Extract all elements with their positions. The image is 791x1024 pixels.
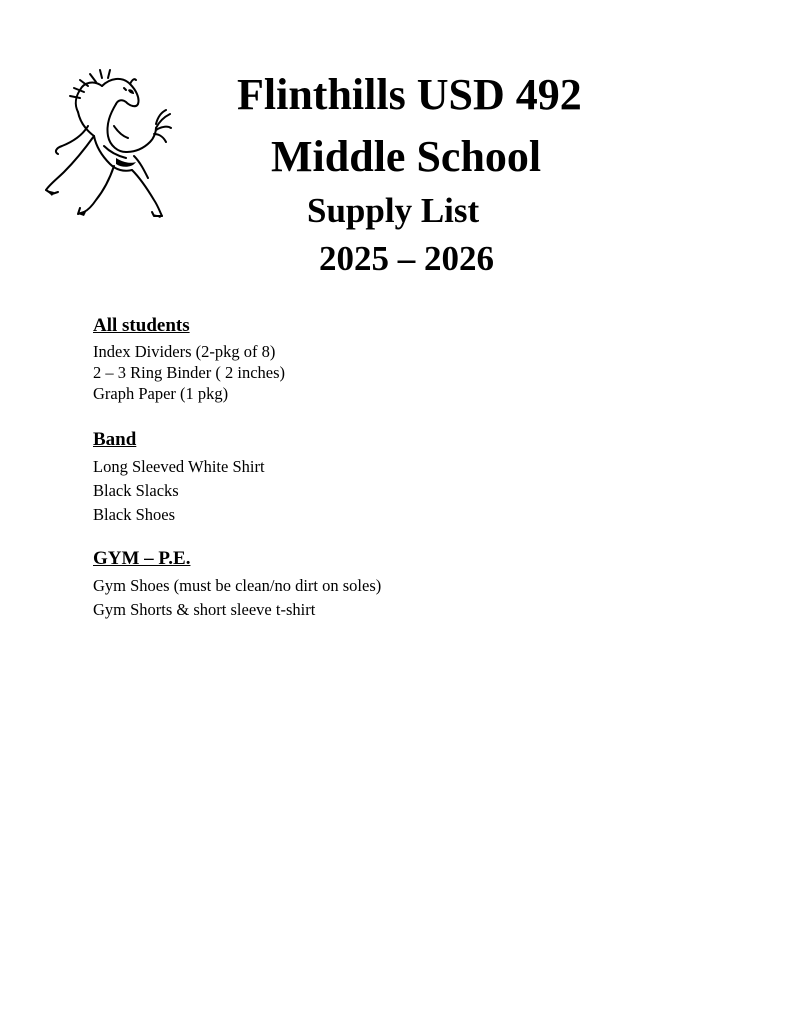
section-heading: All students [93,315,190,336]
section-gym-pe [93,548,381,622]
list-item: Black Shoes [93,505,176,524]
list-item: Black Slacks [93,481,179,500]
section-heading: Band [93,429,137,450]
list-item: Long Sleeved White Shirt [93,457,265,476]
list-item: Gym Shoes (must be clean/no dirt on soles) [93,576,382,595]
list-item: Gym Shorts & short sleeve t-shirt [93,600,316,619]
district-title: Flinthills USD 492 [237,70,582,119]
section-heading: GYM – P.E. [93,548,191,569]
document-title: Supply List [307,191,480,230]
list-item: Index Dividers (2-pkg of 8) [93,342,276,361]
mustang-horse-icon [44,66,172,218]
section-all-students [93,315,285,404]
school-year: 2025 – 2026 [319,239,494,278]
list-item: 2 – 3 Ring Binder ( 2 inches) [93,363,286,382]
school-title: Middle School [271,132,542,181]
section-band [93,429,265,527]
list-item: Graph Paper (1 pkg) [93,384,229,403]
